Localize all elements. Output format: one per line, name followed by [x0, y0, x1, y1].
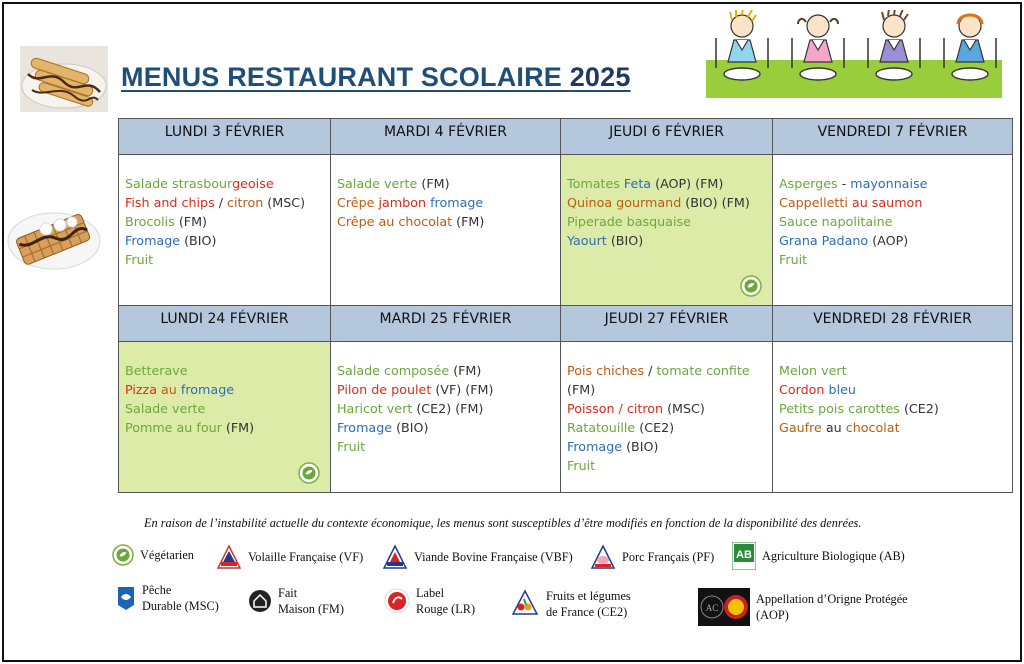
day-menu	[331, 155, 561, 306]
day-header: VENDREDI 7 FÉVRIER	[773, 119, 1013, 155]
day-menu	[331, 342, 561, 493]
menu-text: (FM)	[567, 382, 596, 397]
menu-line	[779, 418, 1006, 437]
menu-text: Pois chiches	[567, 363, 645, 378]
menu-text: (FM)	[417, 176, 450, 191]
menu-line	[567, 174, 766, 193]
menu-text: (BIO) (FM)	[681, 195, 750, 210]
menu-text: Petits pois carottes	[779, 401, 900, 416]
menu-line	[337, 361, 554, 380]
menu-text: (CE2)	[635, 420, 675, 435]
menu-text: Pizza	[125, 382, 162, 397]
menu-text: Crêpe	[337, 195, 379, 210]
menu-line	[779, 380, 1006, 399]
menu-text: (FM)	[174, 214, 207, 229]
menu-line	[567, 399, 766, 418]
menu-text: /	[214, 195, 228, 210]
waffle-image	[6, 205, 102, 271]
day-header: LUNDI 3 FÉVRIER	[119, 119, 331, 155]
menu-text: tomate confite	[656, 363, 750, 378]
menu-text: Cappelletti	[779, 195, 852, 210]
menu-text: (AOP)	[868, 233, 909, 248]
legend-item	[112, 544, 194, 566]
week-menu-row	[119, 342, 1013, 493]
day-menu	[119, 342, 331, 493]
menu-text: Cordon	[779, 382, 829, 397]
day-header: LUNDI 24 FÉVRIER	[119, 306, 331, 342]
menu-text: geoise	[232, 176, 274, 191]
menu-text: bleu	[828, 382, 856, 397]
menu-text: (MSC)	[663, 401, 705, 416]
menu-text: Asperges	[779, 176, 838, 191]
week-header-row	[119, 119, 1013, 155]
menu-text: chocolat	[845, 420, 900, 435]
menu-line	[567, 231, 766, 250]
legend-label: Fruits et légumes de France (CE2)	[546, 589, 631, 619]
day-header: JEUDI 6 FÉVRIER	[561, 119, 773, 155]
menu-text: Salade verte	[337, 176, 418, 191]
menu-text: Feta	[623, 176, 652, 191]
legend-item	[116, 582, 219, 614]
legend-item	[382, 544, 573, 570]
menu-line	[779, 361, 1006, 380]
menu-text: Poisson / citron	[567, 401, 664, 416]
day-header: JEUDI 27 FÉVRIER	[561, 306, 773, 342]
menu-text: au	[161, 382, 181, 397]
menu-text: (BIO)	[606, 233, 644, 248]
menu-text: Grana Padano	[779, 233, 869, 248]
menu-line	[337, 193, 554, 212]
disclaimer: En raison de l’instabilité actuelle du contexte économique, les menus sont susceptibles d’être modifiés en fonction de la disponibilité des denrées.	[144, 516, 862, 530]
menu-line	[337, 399, 554, 418]
legend-label: Viande Bovine Française (VBF)	[414, 550, 573, 564]
week-header-row	[119, 306, 1013, 342]
menu-text: Haricot vert	[337, 401, 413, 416]
menu-text: au	[821, 420, 846, 435]
aop-icon	[698, 588, 750, 626]
menu-text: Pilon de poulet	[337, 382, 432, 397]
legend-label: Porc Français (PF)	[622, 550, 715, 564]
menu-line	[125, 212, 324, 231]
menu-text: Melon vert	[779, 363, 847, 378]
legend-label: Label Rouge (LR)	[416, 586, 476, 616]
menu-text: au saumon	[851, 195, 923, 210]
day-menu	[561, 342, 773, 493]
menu-line	[125, 250, 324, 269]
menu-line	[567, 456, 766, 475]
menu-text: (VF) (FM)	[431, 382, 494, 397]
peche-durable-icon	[116, 585, 136, 611]
menu-line	[779, 193, 1006, 212]
legend-label: Agriculture Biologique (AB)	[762, 549, 905, 563]
menu-line	[567, 361, 766, 380]
viande-bovine-francaise-icon	[382, 544, 408, 570]
menu-text: /	[644, 363, 657, 378]
menu-line	[567, 437, 766, 456]
menu-text: Quinoa gourmand	[567, 195, 682, 210]
menu-text: Fromage	[337, 420, 393, 435]
menu-text: Gaufre	[779, 420, 822, 435]
menu-text: Fromage	[125, 233, 181, 248]
menu-text: (BIO)	[622, 439, 659, 454]
menu-line	[125, 193, 324, 212]
menu-text: Salade strasbour	[125, 176, 233, 191]
menu-line	[337, 174, 554, 193]
legend-label: Volaille Française (VF)	[248, 550, 364, 564]
day-header: MARDI 4 FÉVRIER	[331, 119, 561, 155]
legend-item	[248, 585, 344, 617]
menu-line	[125, 231, 324, 250]
porc-francais-icon	[590, 544, 616, 570]
day-menu	[119, 155, 331, 306]
legend-label: Végétarien	[140, 548, 194, 562]
menu-line	[337, 418, 554, 437]
legend-label: Appellation d’Origne Protégée (AOP)	[756, 592, 908, 622]
menu-text: Fish and chips	[125, 195, 215, 210]
menu-text: Fruit	[125, 252, 154, 267]
menu-text: Fromage	[567, 439, 623, 454]
fruits-legumes-france-icon	[510, 589, 540, 619]
menu-line	[567, 418, 766, 437]
legend-label: Pêche Durable (MSC)	[142, 583, 219, 613]
day-header: VENDREDI 28 FÉVRIER	[773, 306, 1013, 342]
menu-text: (BIO)	[180, 233, 217, 248]
crepe-image	[20, 46, 108, 112]
menu-line	[567, 380, 766, 399]
menu-line	[337, 437, 554, 456]
menu-text: Brocolis	[125, 214, 175, 229]
menu-text: (CE2) (FM)	[412, 401, 484, 416]
menu-line	[125, 174, 324, 193]
menu-line	[779, 174, 1006, 193]
fait-maison-icon	[248, 589, 272, 613]
svg-text:AC: AC	[705, 603, 719, 613]
legend-item	[384, 585, 475, 617]
menu-line	[779, 250, 1006, 269]
agriculture-biologique-icon	[732, 542, 756, 570]
legend-item	[510, 588, 631, 620]
menu-line	[337, 212, 554, 231]
menu-text: Fruit	[567, 458, 596, 473]
menu-text: fromage	[180, 382, 235, 397]
menu-text: (AOP) (FM)	[651, 176, 724, 191]
vegetarian-icon	[740, 275, 762, 297]
menu-text: (FM)	[449, 363, 482, 378]
menu-line	[125, 380, 324, 399]
menu-text: Salade verte	[125, 401, 206, 416]
menu-text: Betterave	[125, 363, 188, 378]
menu-text: (FM)	[221, 420, 255, 435]
menu-text: (MSC)	[263, 195, 306, 210]
menu-text: Salade composée	[337, 363, 450, 378]
menu-text: (CE2)	[899, 401, 939, 416]
menu-text: (FM)	[452, 214, 485, 229]
vegetarian-icon	[298, 462, 320, 484]
menu-line	[779, 231, 1006, 250]
legend-item	[698, 588, 908, 626]
day-header: MARDI 25 FÉVRIER	[331, 306, 561, 342]
menu-text: Ratatouille	[567, 420, 636, 435]
legend-label: Fait Maison (FM)	[278, 586, 344, 616]
day-menu	[561, 155, 773, 306]
menu-table	[118, 118, 1013, 493]
menu-text: (BIO)	[392, 420, 429, 435]
menu-text: jambon	[378, 195, 427, 210]
menu-text: Crêpe au chocolat	[337, 214, 453, 229]
day-menu	[773, 342, 1013, 493]
menu-line	[125, 361, 324, 380]
menu-text: Fruit	[779, 252, 808, 267]
week-menu-row	[119, 155, 1013, 306]
menu-line	[125, 399, 324, 418]
menu-line	[337, 380, 554, 399]
menu-text: Yaourt	[567, 233, 607, 248]
legend-item	[216, 544, 363, 570]
menu-text: mayonnaise	[850, 176, 928, 191]
volaille-francaise-icon	[216, 544, 242, 570]
menu-text: fromage	[430, 195, 484, 210]
menu-text: Sauce napolitaine	[779, 214, 893, 229]
vegetarian-icon	[112, 544, 134, 566]
page-title: MENUS RESTAURANT SCOLAIRE 2025	[121, 62, 631, 92]
menu-line	[125, 418, 324, 437]
legend-item	[590, 544, 714, 570]
svg-text:AB: AB	[736, 549, 752, 561]
menu-text: Pomme au four	[125, 420, 222, 435]
menu-line	[567, 212, 766, 231]
menu-line	[779, 399, 1006, 418]
label-rouge-icon	[384, 588, 410, 614]
kids-at-table-illustration	[706, 10, 1002, 98]
menu-line	[567, 193, 766, 212]
menu-text: Fruit	[337, 439, 366, 454]
day-menu	[773, 155, 1013, 306]
menu-text: citron	[227, 195, 264, 210]
legend-item	[732, 542, 905, 570]
menu-text: Piperade basquaise	[567, 214, 691, 229]
menu-text: -	[837, 176, 851, 191]
menu-text: Tomates	[567, 176, 624, 191]
menu-line	[779, 212, 1006, 231]
